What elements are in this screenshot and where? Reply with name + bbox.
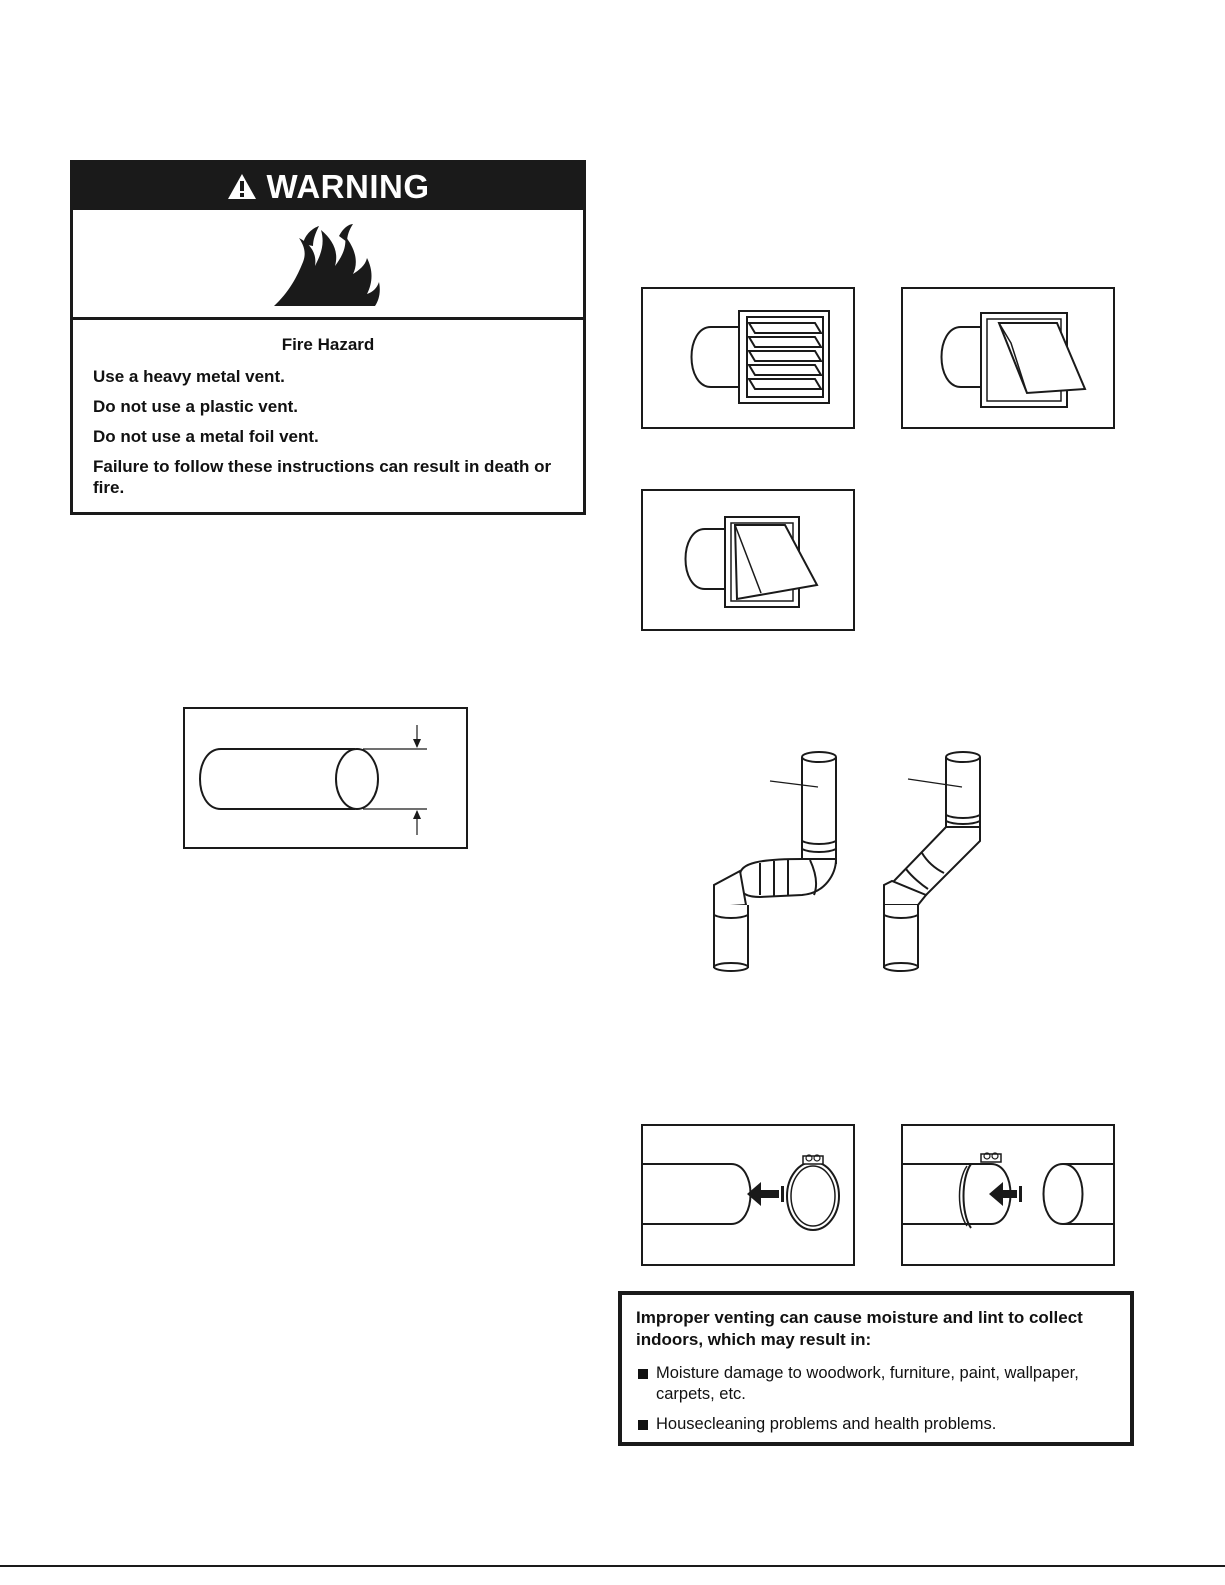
caution-bullet — [636, 1363, 1116, 1405]
louvered-hood-icon — [643, 289, 853, 427]
caution-bullet-text: Housecleaning problems and health problems. — [656, 1415, 997, 1433]
box-hood-figure — [901, 287, 1115, 429]
warning-header — [73, 163, 583, 210]
angled-hood-icon — [643, 491, 853, 629]
venting-caution-box — [618, 1291, 1134, 1446]
caution-title: Improper venting can cause moisture and lint to collect indoors, which may result in: — [636, 1308, 1083, 1349]
angled-hood-figure — [641, 489, 855, 631]
box-hood-icon — [903, 289, 1113, 427]
fire-icon — [269, 222, 389, 310]
square-bullet-icon — [638, 1369, 648, 1379]
warning-line: Do not use a plastic vent. — [93, 397, 298, 416]
warning-symbol-area — [73, 210, 583, 320]
caution-bullet — [636, 1414, 1116, 1435]
clamp-icon — [643, 1126, 853, 1264]
clamp-figure-left — [641, 1124, 855, 1266]
warning-line: Do not use a metal foil vent. — [93, 427, 319, 446]
offset-elbow-icon — [700, 745, 1000, 975]
square-bullet-icon — [638, 1420, 648, 1430]
warning-line: Failure to follow these instructions can result in death or fire. — [93, 457, 552, 497]
warning-line: Use a heavy metal vent. — [93, 367, 285, 386]
vent-diameter-icon — [185, 709, 466, 847]
warning-box — [70, 160, 586, 515]
hazard-title: Fire Hazard — [281, 335, 375, 354]
page-bottom-rule — [0, 1565, 1225, 1567]
vent-diameter-figure — [183, 707, 468, 849]
clamp-figure-right — [901, 1124, 1115, 1266]
clamp-icon — [903, 1126, 1113, 1264]
alert-triangle-icon — [227, 173, 257, 200]
warning-body — [73, 323, 583, 507]
louvered-hood-figure — [641, 287, 855, 429]
caution-bullet-text: Moisture damage to woodwork, furniture, paint, wallpaper, carpets, etc. — [656, 1364, 1079, 1403]
warning-header-text: WARNING — [266, 167, 430, 205]
